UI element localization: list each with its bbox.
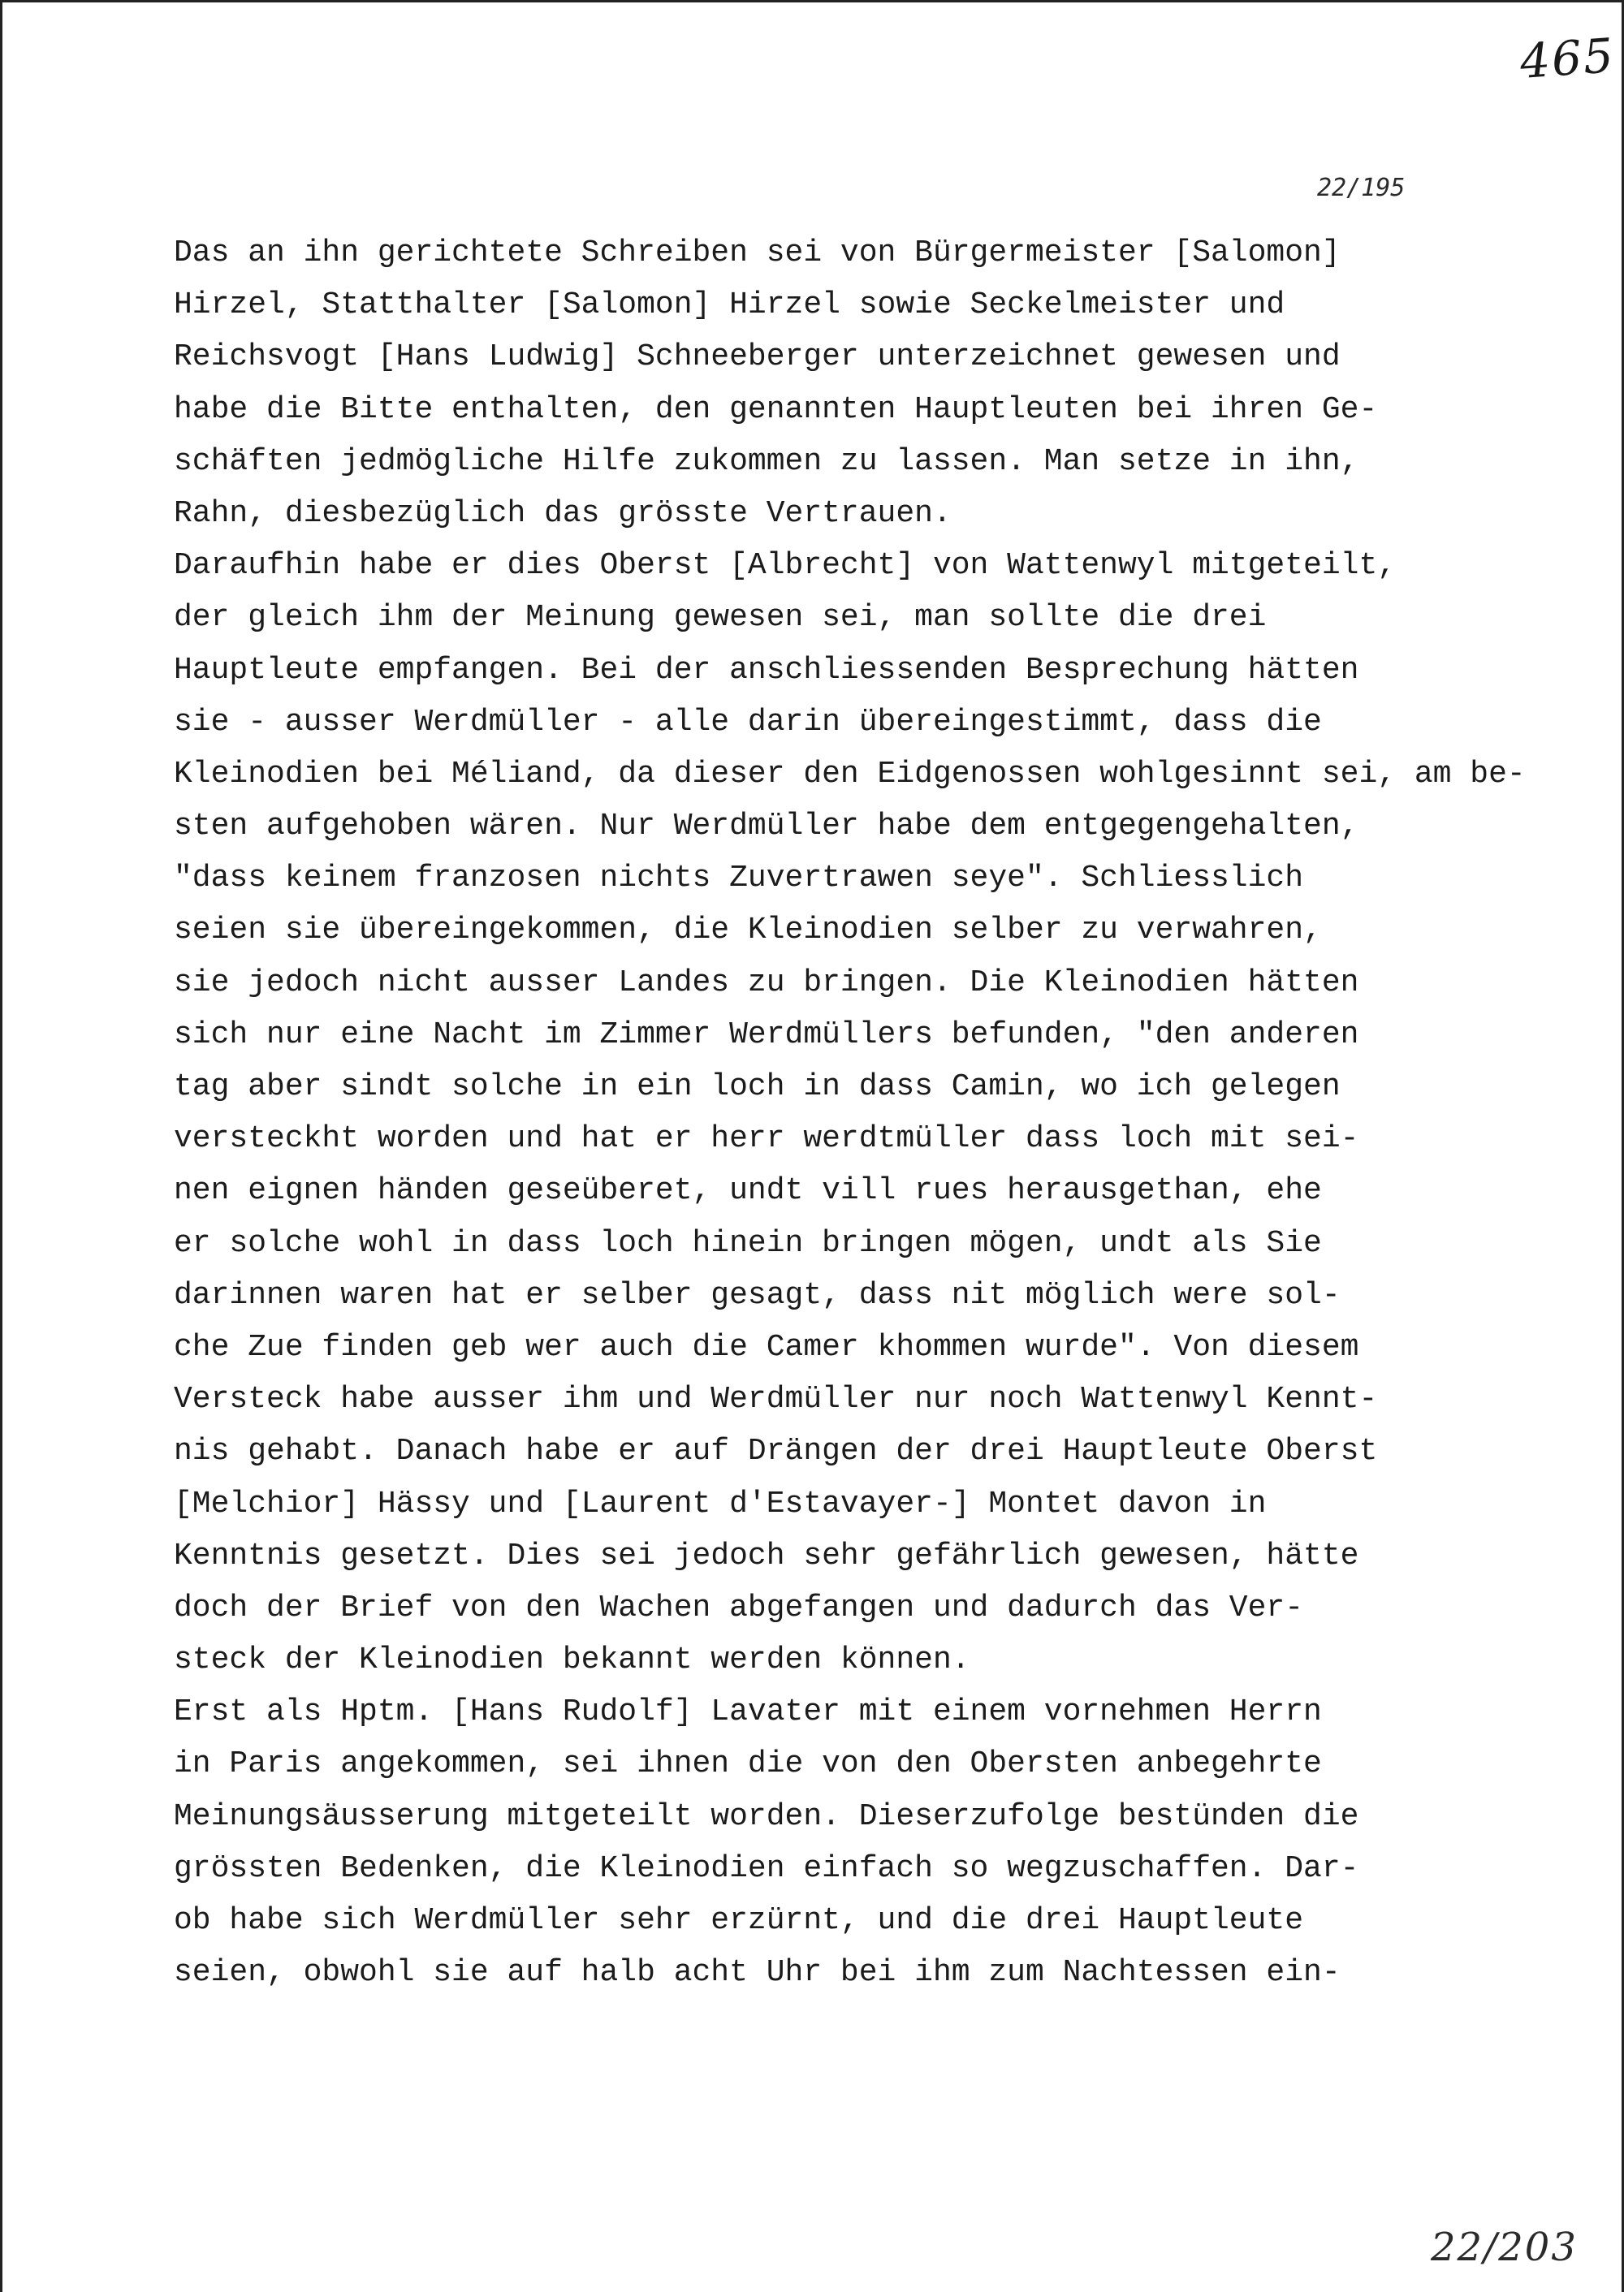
text-line: nis gehabt. Danach habe er auf Drängen der drei Hauptleute Oberst [174, 1434, 1378, 1470]
text-line: Das an ihn gerichtete Schreiben sei von Bürgermeister [Salomon] [174, 235, 1341, 270]
text-line: [Melchior] Hässy und [Laurent d'Estavayer-] Montet davon in [174, 1486, 1267, 1522]
page-border-top [0, 0, 1624, 2]
text-line: Rahn, diesbezüglich das grösste Vertrauen. [174, 495, 952, 531]
text-line: schäften jedmögliche Hilfe zukommen zu lassen. Man setze in ihn, [174, 443, 1359, 479]
text-line: che Zue finden geb wer auch die Camer khommen wurde". Von diesem [174, 1329, 1359, 1365]
text-line: Meinungsäusserung mitgeteilt worden. Dieserzufolge bestünden die [174, 1798, 1359, 1834]
text-line: Reichsvogt [Hans Ludwig] Schneeberger unterzeichnet gewesen und [174, 339, 1341, 375]
text-line: seien sie übereingekommen, die Kleinodien selber zu verwahren, [174, 913, 1322, 948]
text-line: sich nur eine Nacht im Zimmer Werdmüllers befunden, "den anderen [174, 1017, 1359, 1052]
text-line: habe die Bitte enthalten, den genannten Hauptleuten bei ihren Ge- [174, 391, 1378, 427]
text-line: darinnen waren hat er selber gesagt, dass nit möglich were sol- [174, 1277, 1341, 1313]
text-line: Daraufhin habe er dies Oberst [Albrecht] von Wattenwyl mitgeteilt, [174, 548, 1397, 584]
text-line: Hauptleute empfangen. Bei der anschliessenden Besprechung hätten [174, 652, 1359, 688]
text-line: ob habe sich Werdmüller sehr erzürnt, und die drei Hauptleute [174, 1903, 1304, 1938]
body-text [174, 227, 1526, 1999]
text-line: er solche wohl in dass loch hinein bringen mögen, undt als Sie [174, 1225, 1322, 1261]
text-line: versteckht worden und hat er herr werdtmüller dass loch mit sei- [174, 1121, 1359, 1157]
text-line: seien, obwohl sie auf halb acht Uhr bei ihm zum Nachtessen ein- [174, 1955, 1341, 1991]
page-reference: 22/195 [1317, 174, 1406, 202]
text-line: doch der Brief von den Wachen abgefangen und dadurch das Ver- [174, 1590, 1304, 1625]
text-line: Kleinodien bei Méliand, da dieser den Eidgenossen wohlgesinnt sei, am be- [174, 756, 1526, 792]
text-line: "dass keinem franzosen nichts Zuvertrawen seye". Schliesslich [174, 861, 1304, 896]
page-border-left [0, 0, 2, 2292]
handwritten-archive-number: 22/203 [1431, 2225, 1578, 2270]
text-line: Kenntnis gesetzt. Dies sei jedoch sehr gefährlich gewesen, hätte [174, 1538, 1359, 1573]
text-line: Erst als Hptm. [Hans Rudolf] Lavater mit einem vornehmen Herrn [174, 1694, 1322, 1730]
text-line: der gleich ihm der Meinung gewesen sei, man sollte die drei [174, 600, 1267, 636]
text-line: steck der Kleinodien bekannt werden können. [174, 1642, 970, 1678]
handwritten-folio-number: 465 [1518, 28, 1617, 89]
text-line: sie - ausser Werdmüller - alle darin übereingestimmt, dass die [174, 704, 1322, 740]
text-line: Hirzel, Statthalter [Salomon] Hirzel sowie Seckelmeister und [174, 287, 1285, 323]
text-line: Versteck habe ausser ihm und Werdmüller nur noch Wattenwyl Kennt- [174, 1382, 1378, 1418]
text-line: sten aufgehoben wären. Nur Werdmüller habe dem entgegengehalten, [174, 809, 1359, 844]
text-line: in Paris angekommen, sei ihnen die von den Obersten anbegehrte [174, 1746, 1322, 1782]
text-line: sie jedoch nicht ausser Landes zu bringen. Die Kleinodien hätten [174, 965, 1359, 1000]
text-line: grössten Bedenken, die Kleinodien einfach so wegzuschaffen. Dar- [174, 1850, 1359, 1886]
text-line: tag aber sindt solche in ein loch in dass Camin, wo ich gelegen [174, 1069, 1341, 1104]
text-line: nen eignen händen geseüberet, undt vill rues herausgethan, ehe [174, 1173, 1322, 1209]
